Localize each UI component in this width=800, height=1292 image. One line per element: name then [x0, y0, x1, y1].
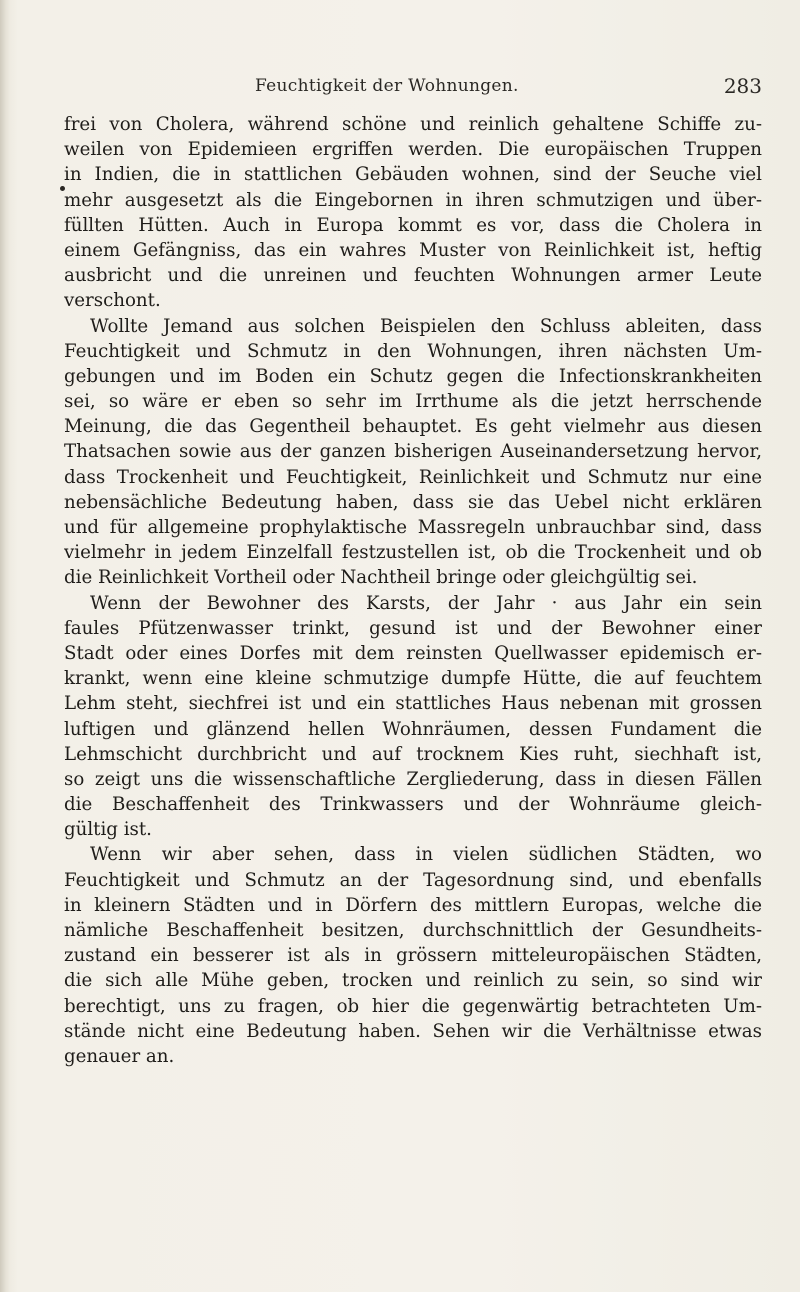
- text-line: einem Gefängniss, das ein wahres Muster von Reinlichkeit ist, heftig: [64, 239, 762, 261]
- text-line: füllten Hütten. Auch in Europa kommt es vor, dass die Cholera in: [64, 214, 762, 236]
- text-line: Feuchtigkeit und Schmutz in den Wohnungen, ihren nächsten Um-: [64, 340, 762, 362]
- text-line: Stadt oder eines Dorfes mit dem reinsten Quellwasser epidemisch er-: [64, 642, 762, 664]
- text-line: verschont.: [64, 290, 161, 312]
- text-line: sei, so wäre er eben so sehr im Irrthume als die jetzt herrschende: [64, 391, 762, 413]
- page-binding-edge: [0, 0, 10, 1292]
- text-line: stände nicht eine Bedeutung haben. Sehen wir die Verhältnisse etwas: [64, 1020, 762, 1042]
- text-line: luftigen und glänzend hellen Wohnräumen, dessen Fundament die: [64, 718, 762, 740]
- text-line: Thatsachen sowie aus der ganzen bisherigen Auseinandersetzung hervor,: [64, 441, 762, 463]
- text-line: zustand ein besserer ist als in grössern mitteleuropäischen Städten,: [64, 945, 762, 967]
- text-line: in kleinern Städten und in Dörfern des mittlern Europas, welche die: [64, 894, 762, 916]
- body-text: [64, 112, 762, 1069]
- text-line: Wenn der Bewohner des Karsts, der Jahr · aus Jahr ein sein: [90, 592, 762, 614]
- page-number: 283: [723, 74, 762, 98]
- text-line: ausbricht und die unreinen und feuchten Wohnungen armer Leute: [64, 265, 762, 287]
- text-line: gebungen und im Boden ein Schutz gegen die Infectionskrankheiten: [64, 365, 762, 387]
- text-line: Meinung, die das Gegentheil behauptet. Es geht vielmehr aus diesen: [64, 416, 762, 438]
- text-line: gültig ist.: [64, 819, 152, 841]
- text-line: mehr ausgesetzt als die Eingebornen in ihren schmutzigen und über-: [64, 189, 762, 211]
- text-line: faules Pfützenwasser trinkt, gesund ist und der Bewohner einer: [64, 617, 762, 639]
- text-line: Feuchtigkeit und Schmutz an der Tagesordnung sind, und ebenfalls: [64, 869, 762, 891]
- text-line: so zeigt uns die wissenschaftliche Zergliederung, dass in diesen Fällen: [64, 768, 762, 790]
- text-line: in Indien, die in stattlichen Gebäuden wohnen, sind der Seuche viel: [64, 164, 762, 186]
- text-line: Lehmschicht durchbricht und auf trocknem Kies ruht, siechhaft ist,: [64, 743, 762, 765]
- text-line: vielmehr in jedem Einzelfall festzustellen ist, ob die Trockenheit und ob: [64, 542, 762, 564]
- text-line: die Reinlichkeit Vortheil oder Nachtheil bringe oder gleichgültig sei.: [64, 567, 698, 589]
- text-line: krankt, wenn eine kleine schmutzige dumpfe Hütte, die auf feuchtem: [64, 668, 762, 690]
- text-line: Wenn wir aber sehen, dass in vielen südlichen Städten, wo: [90, 844, 762, 866]
- page-header: [60, 76, 764, 104]
- text-line: genauer an.: [64, 1045, 175, 1067]
- text-line: berechtigt, uns zu fragen, ob hier die gegenwärtig betrachteten Um-: [64, 995, 762, 1017]
- text-line: nebensächliche Bedeutung haben, dass sie das Uebel nicht erklären: [64, 491, 762, 513]
- text-line: Wollte Jemand aus solchen Beispielen den Schluss ableiten, dass: [90, 315, 762, 337]
- text-line: dass Trockenheit und Feuchtigkeit, Reinlichkeit und Schmutz nur eine: [64, 466, 762, 488]
- text-line: die Beschaffenheit des Trinkwassers und der Wohnräume gleich-: [64, 794, 762, 816]
- running-title: Feuchtigkeit der Wohnungen.: [255, 76, 519, 96]
- text-line: Lehm steht, siechfrei ist und ein stattliches Haus nebenan mit grossen: [64, 693, 762, 715]
- text-line: weilen von Epidemieen ergriffen werden. Die europäischen Truppen: [64, 139, 762, 161]
- text-line: nämliche Beschaffenheit besitzen, durchschnittlich der Gesundheits-: [64, 920, 762, 941]
- text-line: die sich alle Mühe geben, trocken und reinlich zu sein, so sind wir: [64, 970, 762, 992]
- text-line: frei von Cholera, während schöne und reinlich gehaltene Schiffe zu-: [64, 114, 762, 135]
- text-line: und für allgemeine prophylaktische Massregeln unbrauchbar sind, dass: [64, 517, 762, 538]
